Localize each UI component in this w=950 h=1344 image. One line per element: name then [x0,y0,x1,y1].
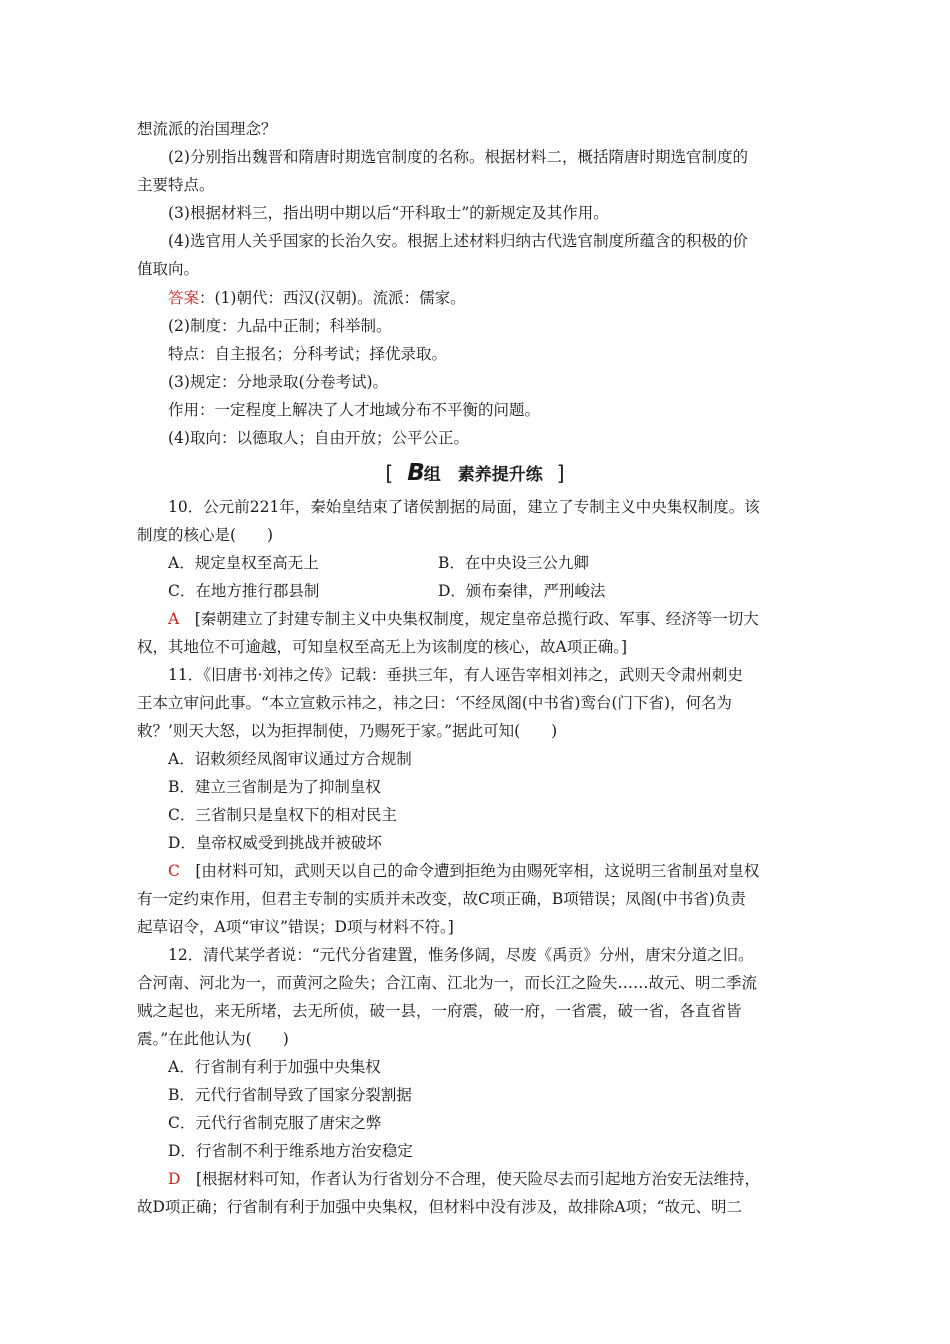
q12-stem: 合河南、河北为一，而黄河之险失；合江南、江北为一，而长江之险失……故元、明二季流 [137,974,758,992]
option-a: A．诏敕须经凤阁审议通过方合规制 [168,750,412,768]
q9-line: 值取向。 [137,260,200,278]
explanation-text: [由材料可知，武则天以自己的命令遭到拒绝为由赐死宰相，这说明三省制虽对皇权 [179,862,760,880]
q11-explanation [168,860,818,882]
q9-line: (2)分别指出魏晋和隋唐时期选官制度的名称。根据材料二，概括隋唐时期选官制度的 [168,148,748,166]
option-b: B．建立三省制是为了抑制皇权 [168,778,381,796]
q10-stem: 制度的核心是( ) [137,526,274,544]
q12-explanation [168,1168,818,1190]
answer-letter: A [168,610,180,628]
answer-line: (2)制度：九品中正制；科举制。 [168,317,392,335]
answer-letter: D [168,1170,181,1188]
q9-line: 主要特点。 [137,176,215,194]
q10-options-row [168,552,818,574]
q11-explanation: 起草诏令，A项“审议”错误；D项与材料不符。] [137,918,454,936]
q9-line: (3)根据材料三，指出明中期以后“开科取士”的新规定及其作用。 [168,204,609,222]
answer-line: (3)规定：分地录取(分卷考试)。 [168,373,389,391]
q10-explanation: 权，其地位不可逾越，可知皇权至高无上为该制度的核心，故A项正确。] [137,638,627,656]
option-c: C．元代行省制克服了唐宋之弊 [168,1114,382,1132]
q12-stem: 震。”在此他认为( ) [137,1030,289,1048]
answer-text: ：(1)朝代：西汉(汉朝)。流派：儒家。 [199,289,466,307]
section-open-bracket: [ [385,461,394,485]
option-c: C．三省制只是皇权下的相对民主 [168,806,397,824]
q11-explanation: 有一定约束作用，但君主专制的实质并未改变，故C项正确，B项错误；凤阁(中书省)负责 [137,890,746,908]
section-b-mark: B [407,460,424,486]
q10-stem: 10．公元前221年，秦始皇结束了诸侯割据的局面，建立了专制主义中央集权制度。该 [168,498,760,516]
q11-stem: 11．《旧唐书·刘祎之传》记载：垂拱三年，有人诬告宰相刘祎之，武则天令肃州刺史 [168,666,743,684]
q12-stem: 12．清代某学者说：“元代分省建置，惟务侈阔，尽废《禹贡》分州，唐宋分道之旧。 [168,946,754,964]
section-heading [0,460,950,486]
option-d: D．行省制不利于维系地方治安稳定 [168,1142,413,1160]
section-close-bracket: ] [556,461,565,485]
option-d: D．颁布秦律，严刑峻法 [438,582,606,600]
explanation-text: [秦朝建立了封建专制主义中央集权制度，规定皇帝总揽行政、军事、经济等一切大 [179,610,759,628]
answer-line: (4)取向：以德取人；自由开放；公平公正。 [168,429,469,447]
answer-line: 特点：自主报名；分科考试；择优录取。 [168,345,448,363]
q12-stem: 贼之起也，来无所堵，去无所侦，破一县，一府震，破一府，一省震，破一省，各直省皆 [137,1002,742,1020]
answer-line: 作用：一定程度上解决了人才地域分布不平衡的问题。 [168,401,541,419]
option-b: B．在中央设三公九卿 [438,554,589,572]
q10-explanation [168,608,818,630]
option-a: A．行省制有利于加强中央集权 [168,1058,381,1076]
q12-explanation: 故D项正确；行省制有利于加强中央集权，但材料中没有涉及，故排除A项；“故元、明二 [137,1198,743,1216]
answer-letter: C [168,862,180,880]
option-c: C．在地方推行郡县制 [168,582,320,600]
q10-options-row [168,580,818,602]
section-title: 组 素养提升练 [423,465,543,485]
q11-stem: 敕？’则天大怒，以为拒捍制使，乃赐死于家。”据此可知( ) [137,722,558,740]
explanation-text: [根据材料可知，作者认为行省划分不合理，使天险尽去而引起地方治安无法维持， [180,1170,760,1188]
option-a: A．规定皇权至高无上 [168,554,319,572]
option-b: B．元代行省制导致了国家分裂割据 [168,1086,412,1104]
q9-line: 想流派的治国理念？ [137,120,277,138]
answer-line [168,287,818,309]
option-d: D．皇帝权威受到挑战并被破坏 [168,834,382,852]
q9-line: (4)选官用人关乎国家的长治久安。根据上述材料归纳古代选官制度所蕴含的积极的价 [168,232,748,250]
q11-stem: 王本立审问此事。“本立宣敕示祎之，祎之曰：‘不经凤阁(中书省)鸾台(门下省)，何名为 [137,694,733,712]
answer-label: 答案 [168,289,200,307]
